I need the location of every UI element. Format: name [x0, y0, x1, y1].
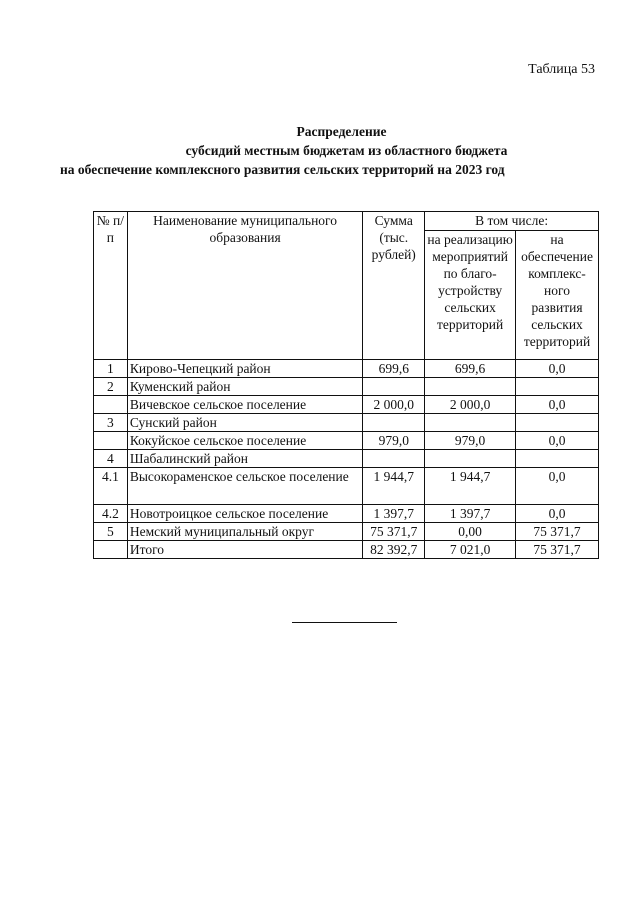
row-number: 4.1	[94, 468, 128, 505]
row-sum: 2 000,0	[363, 396, 425, 414]
table-row	[94, 378, 599, 396]
row-number: 1	[94, 360, 128, 378]
row-development	[516, 378, 599, 396]
table-row	[94, 414, 599, 432]
row-development	[516, 450, 599, 468]
row-development: 0,0	[516, 396, 599, 414]
row-improvement: 979,0	[425, 432, 516, 450]
row-sum: 699,6	[363, 360, 425, 378]
table-row	[94, 505, 599, 523]
row-sum: 1 397,7	[363, 505, 425, 523]
table-row	[94, 432, 599, 450]
row-number	[94, 541, 128, 559]
table-number: Таблица 53	[528, 62, 595, 77]
row-improvement	[425, 450, 516, 468]
row-development: 0,0	[516, 360, 599, 378]
row-name: Сунский район	[127, 414, 362, 432]
row-number	[94, 396, 128, 414]
row-name: Высокораменское сельское поселение	[127, 468, 362, 505]
row-improvement: 0,00	[425, 523, 516, 541]
table-row	[94, 360, 599, 378]
row-number: 5	[94, 523, 128, 541]
row-name: Немский муниципальный округ	[127, 523, 362, 541]
document-heading	[0, 122, 633, 179]
table-row-total	[94, 541, 599, 559]
row-number: 3	[94, 414, 128, 432]
row-development: 0,0	[516, 432, 599, 450]
row-number: 2	[94, 378, 128, 396]
row-development: 0,0	[516, 505, 599, 523]
heading-line-1: Распределение	[296, 124, 387, 139]
row-number: 4	[94, 450, 128, 468]
row-name: Куменский район	[127, 378, 362, 396]
row-name: Шабалинский район	[127, 450, 362, 468]
row-sum: 82 392,7	[363, 541, 425, 559]
row-improvement	[425, 378, 516, 396]
row-development: 75 371,7	[516, 541, 599, 559]
table-row	[94, 523, 599, 541]
closing-rule	[292, 622, 397, 623]
row-number: 4.2	[94, 505, 128, 523]
row-sum	[363, 414, 425, 432]
header-number: № п/п	[94, 212, 128, 360]
row-sum: 75 371,7	[363, 523, 425, 541]
row-improvement: 7 021,0	[425, 541, 516, 559]
row-name: Итого	[127, 541, 362, 559]
row-name: Кокуйское сельское поселение	[127, 432, 362, 450]
row-improvement	[425, 414, 516, 432]
row-improvement: 699,6	[425, 360, 516, 378]
row-name: Вичевское сельское поселение	[127, 396, 362, 414]
header-improvement-measures: на реализацию мероприятий по благо-устройству сельских территорий	[425, 231, 516, 360]
subsidy-distribution-table	[93, 211, 599, 559]
row-improvement: 1 944,7	[425, 468, 516, 505]
header-complex-development: на обеспечение комплекс-ного развития сельских территорий	[516, 231, 599, 360]
row-sum: 1 944,7	[363, 468, 425, 505]
row-development	[516, 414, 599, 432]
header-including: В том числе:	[425, 212, 599, 231]
heading-line-2: субсидий местным бюджетам из областного бюджета	[185, 143, 508, 158]
row-sum	[363, 450, 425, 468]
table-row	[94, 468, 599, 505]
table-row	[94, 396, 599, 414]
row-improvement: 1 397,7	[425, 505, 516, 523]
row-development: 75 371,7	[516, 523, 599, 541]
header-sum: Сумма (тыс. рублей)	[363, 212, 425, 360]
heading-line-3: на обеспечение комплексного развития сельских территорий на 2023 год	[60, 162, 505, 177]
table-row	[94, 450, 599, 468]
row-improvement: 2 000,0	[425, 396, 516, 414]
row-sum: 979,0	[363, 432, 425, 450]
header-municipality-name: Наименование муниципального образования	[127, 212, 362, 360]
row-development: 0,0	[516, 468, 599, 505]
row-sum	[363, 378, 425, 396]
row-number	[94, 432, 128, 450]
row-name: Кирово-Чепецкий район	[127, 360, 362, 378]
row-name: Новотроицкое сельское поселение	[127, 505, 362, 523]
